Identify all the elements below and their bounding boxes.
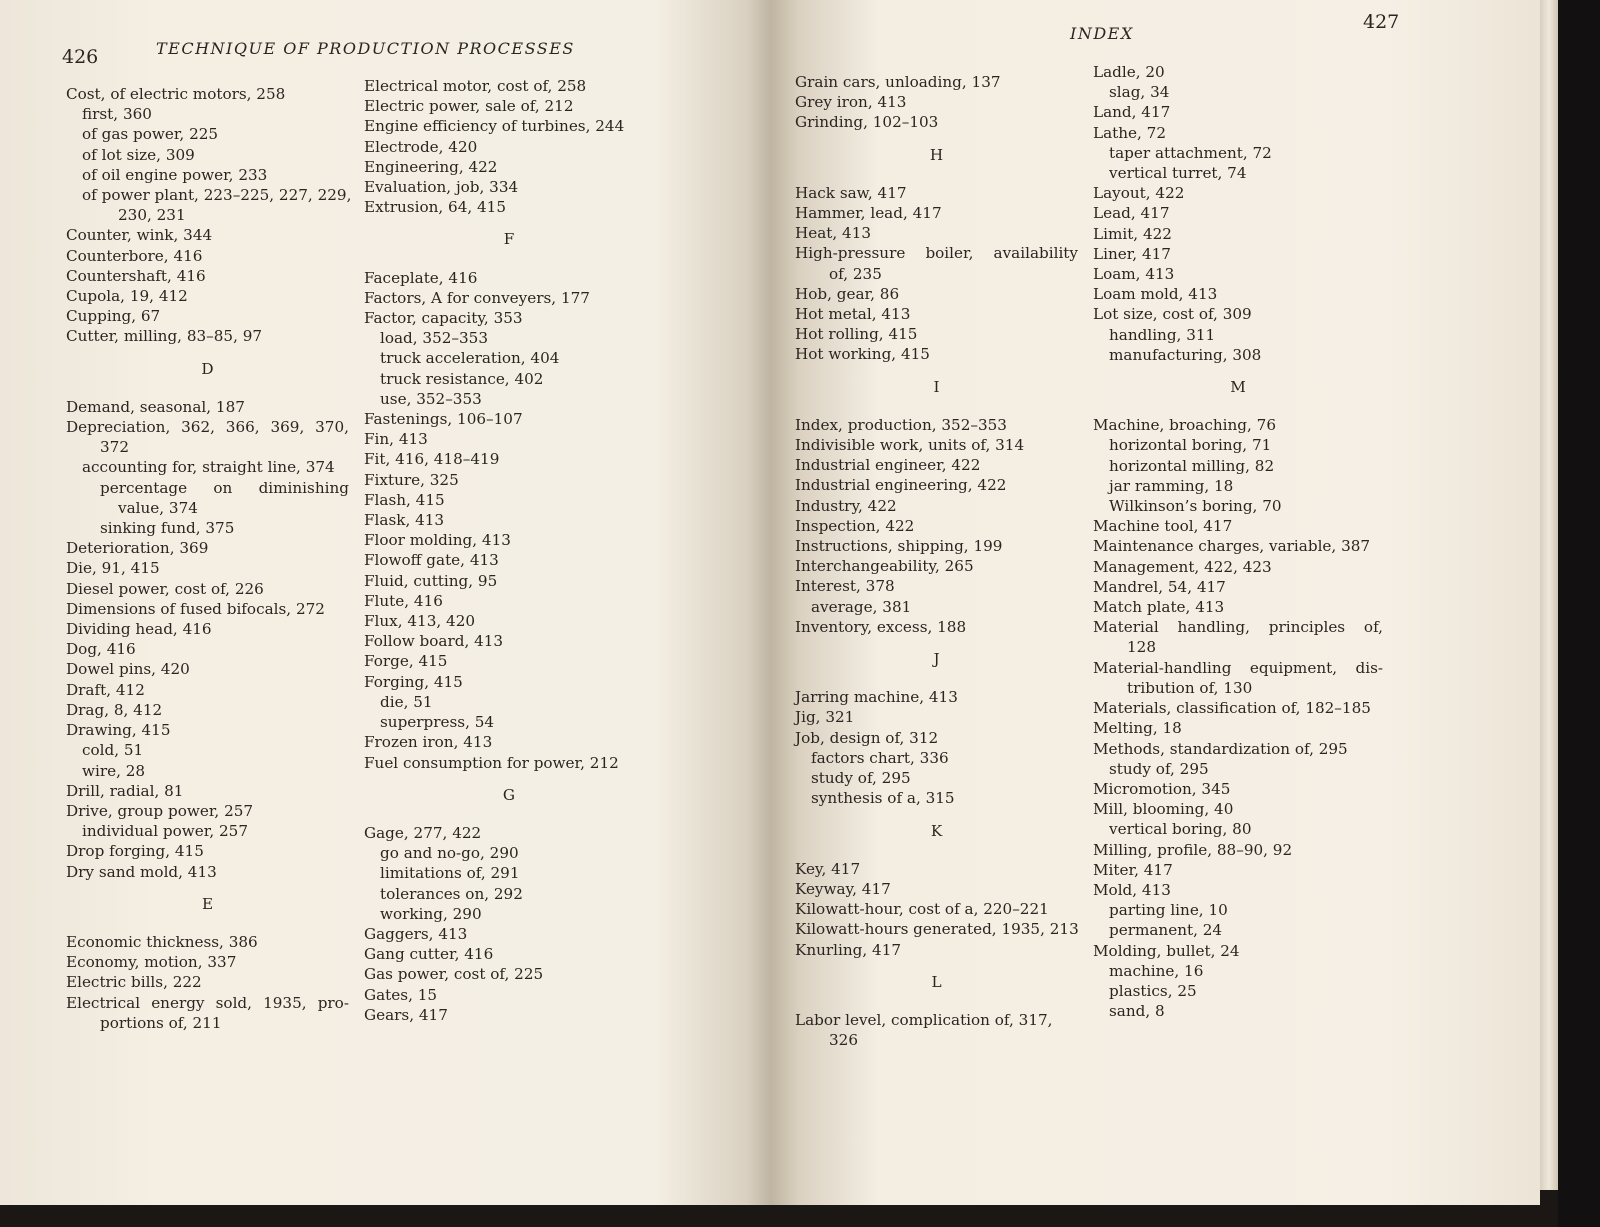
index-entry: Material handling, principles of, [1093, 618, 1383, 637]
index-entry: 326 [829, 1031, 858, 1050]
index-entry: average, 381 [811, 597, 912, 616]
index-entry: of power plant, 223–225, 227, 229, [82, 186, 352, 205]
section-letter: I [933, 377, 940, 396]
section-letter: F [503, 230, 515, 249]
index-column-right-2 [1093, 62, 1383, 1021]
index-entry: superpress, 54 [380, 713, 495, 732]
index-entry: Milling, profile, 88–90, 92 [1093, 840, 1293, 859]
index-entry: sand, 8 [1109, 1002, 1165, 1021]
index-entry: Drive, group power, 257 [66, 801, 254, 820]
index-entry: individual power, 257 [82, 822, 248, 841]
section-letter: L [931, 972, 942, 991]
index-entry: handling, 311 [1109, 325, 1216, 344]
index-entry: truck resistance, 402 [380, 369, 544, 388]
index-entry: Flowoff gate, 413 [364, 551, 499, 570]
index-entry: value, 374 [118, 498, 198, 517]
index-entry: Industrial engineer, 422 [795, 456, 981, 475]
index-entry: Ladle, 20 [1093, 63, 1165, 81]
index-entry: Gates, 15 [364, 985, 438, 1004]
index-entry: Materials, classification of, 182–185 [1093, 699, 1371, 718]
index-entry: Dividing head, 416 [66, 620, 212, 639]
index-entry: Loam, 413 [1093, 265, 1175, 284]
index-entry: Inspection, 422 [795, 516, 915, 535]
running-head-left: TECHNIQUE OF PRODUCTION PROCESSES [156, 39, 575, 58]
index-entry: truck acceleration, 404 [380, 349, 560, 368]
index-column-left-1 [66, 84, 352, 1033]
index-entry: Countershaft, 416 [66, 266, 206, 285]
index-entry: Key, 417 [795, 859, 861, 878]
index-entry: Cupping, 67 [66, 307, 161, 326]
index-entry: Hot working, 415 [795, 345, 930, 364]
index-entry: Frozen iron, 413 [364, 733, 493, 752]
index-entry: Fit, 416, 418–419 [364, 450, 500, 469]
index-entry: Gang cutter, 416 [364, 945, 494, 964]
index-entry: cold, 51 [82, 741, 144, 760]
index-entry: Cutter, milling, 83–85, 97 [66, 327, 263, 346]
index-entry: slag, 34 [1109, 83, 1170, 102]
index-entry: first, 360 [82, 105, 152, 124]
index-entry: Evaluation, job, 334 [364, 178, 519, 197]
index-entry: 230, 231 [118, 206, 186, 225]
index-entry: tribution of, 130 [1127, 678, 1253, 697]
index-entry: Forging, 415 [364, 672, 463, 691]
index-entry: Drawing, 415 [66, 721, 171, 740]
index-entry: horizontal milling, 82 [1109, 456, 1275, 475]
index-entry: Forge, 415 [364, 652, 448, 671]
index-entry: plastics, 25 [1109, 981, 1197, 1000]
index-entry: Mandrel, 54, 417 [1093, 577, 1226, 596]
index-entry: Diesel power, cost of, 226 [66, 579, 264, 598]
index-entry: machine, 16 [1109, 961, 1204, 980]
index-entry: Grey iron, 413 [795, 93, 907, 112]
index-column-right-1 [795, 72, 1078, 1050]
index-entry: High-pressure boiler, availability [795, 244, 1078, 263]
page-number-left: 426 [62, 46, 99, 68]
index-entry: Miter, 417 [1093, 860, 1173, 879]
index-entry: vertical boring, 80 [1109, 820, 1252, 839]
index-entry: Lead, 417 [1093, 204, 1170, 223]
running-head-right: INDEX [1070, 24, 1134, 43]
index-entry: Electric power, sale of, 212 [364, 97, 574, 116]
index-entry: Depreciation, 362, 366, 369, 370, [66, 418, 349, 437]
index-entry: of lot size, 309 [82, 145, 195, 164]
index-entry: Faceplate, 416 [364, 268, 478, 287]
index-entry: permanent, 24 [1109, 921, 1223, 940]
index-entry: Interest, 378 [795, 577, 895, 596]
index-entry: manufacturing, 308 [1109, 345, 1262, 364]
index-entry: of oil engine power, 233 [82, 165, 268, 184]
index-entry: of, 235 [829, 264, 882, 283]
index-entry: Material-handling equipment, dis- [1093, 658, 1383, 677]
index-entry: Deterioration, 369 [66, 539, 209, 558]
index-entry: Industry, 422 [795, 496, 897, 515]
index-entry: Gaggers, 413 [364, 924, 468, 943]
index-entry: go and no-go, 290 [380, 844, 519, 863]
index-entry: load, 352–353 [380, 329, 489, 348]
index-entry: vertical turret, 74 [1109, 164, 1247, 183]
section-letter: J [933, 650, 940, 669]
index-entry: Hot metal, 413 [795, 305, 911, 324]
index-entry: Hack saw, 417 [795, 183, 907, 202]
index-entry: Electric bills, 222 [66, 973, 202, 992]
section-letter: K [930, 821, 943, 840]
index-entry: Mold, 413 [1093, 880, 1171, 899]
section-letter: E [201, 894, 214, 913]
index-entry: Dry sand mold, 413 [66, 862, 217, 881]
index-entry: Fastenings, 106–107 [364, 410, 523, 429]
index-entry: Molding, bullet, 24 [1093, 941, 1240, 960]
index-entry: Drag, 8, 412 [66, 700, 163, 719]
index-entry: use, 352–353 [380, 389, 482, 408]
index-entry: Match plate, 413 [1093, 598, 1225, 617]
index-entry: Fixture, 325 [364, 470, 459, 489]
index-entry: Electrical energy sold, 1935, pro- [66, 993, 349, 1012]
index-entry: Management, 422, 423 [1093, 557, 1272, 576]
index-entry: Machine, broaching, 76 [1093, 416, 1276, 435]
index-entry: Limit, 422 [1093, 224, 1172, 243]
index-entry: sinking fund, 375 [100, 519, 235, 538]
index-entry: Instructions, shipping, 199 [795, 537, 1003, 556]
index-entry: Demand, seasonal, 187 [66, 397, 245, 416]
index-entry: percentage on diminishing [100, 478, 349, 497]
index-entry: Gage, 277, 422 [364, 823, 482, 842]
index-entry: 128 [1127, 638, 1156, 657]
index-entry: Extrusion, 64, 415 [364, 198, 506, 217]
index-entry: parting line, 10 [1109, 901, 1228, 920]
index-entry: Hob, gear, 86 [795, 284, 900, 303]
index-entry: Micromotion, 345 [1093, 779, 1231, 798]
index-entry: limitations of, 291 [380, 864, 520, 883]
index-entry: Economic thickness, 386 [66, 932, 258, 951]
index-entry: Flask, 413 [364, 511, 445, 530]
index-entry: Economy, motion, 337 [66, 953, 237, 972]
index-entry: Fuel consumption for power, 212 [364, 753, 619, 772]
index-entry: Counter, wink, 344 [66, 226, 213, 245]
index-entry: Lot size, cost of, 309 [1093, 305, 1252, 324]
index-entry: Melting, 18 [1093, 719, 1182, 738]
index-entry: Fluid, cutting, 95 [364, 571, 498, 590]
index-entry: Gears, 417 [364, 1005, 448, 1024]
index-entry: Grain cars, unloading, 137 [795, 73, 1001, 91]
index-entry: Floor molding, 413 [364, 531, 511, 550]
left-page [0, 0, 770, 1205]
index-entry: Wilkinson’s boring, 70 [1109, 497, 1282, 516]
index-entry: Kilowatt-hours generated, 1935, 213 [795, 920, 1079, 939]
index-entry: Dowel pins, 420 [66, 660, 190, 679]
index-entry: Flash, 415 [364, 490, 445, 509]
index-entry: Cupola, 19, 412 [66, 287, 188, 306]
index-entry: Kilowatt-hour, cost of a, 220–221 [795, 900, 1049, 919]
index-entry: Engine efficiency of turbines, 244 [364, 117, 625, 136]
book-page-edges [1540, 0, 1558, 1190]
index-entry: Factor, capacity, 353 [364, 309, 523, 328]
index-entry: Hammer, lead, 417 [795, 204, 942, 223]
index-entry: Interchangeability, 265 [795, 557, 974, 576]
index-entry: die, 51 [380, 692, 433, 711]
index-entry: Indivisible work, units of, 314 [795, 436, 1025, 455]
index-entry: Electrical motor, cost of, 258 [364, 77, 587, 95]
section-letter: M [1230, 378, 1246, 397]
scan-background [1558, 0, 1600, 1227]
index-column-left-2 [364, 76, 654, 1025]
index-entry: of gas power, 225 [82, 125, 219, 144]
index-entry: Knurling, 417 [795, 940, 902, 959]
index-entry: working, 290 [380, 904, 482, 923]
index-entry: Loam mold, 413 [1093, 285, 1218, 304]
index-entry: Jig, 321 [795, 708, 855, 727]
index-entry: Dimensions of fused bifocals, 272 [66, 599, 325, 618]
index-entry: Machine tool, 417 [1093, 517, 1233, 536]
index-entry: Electrode, 420 [364, 137, 478, 156]
index-entry: Draft, 412 [66, 680, 145, 699]
section-letter: D [201, 359, 214, 378]
index-entry: Counterbore, 416 [66, 246, 203, 265]
index-entry: Keyway, 417 [795, 879, 891, 898]
index-entry: Fin, 413 [364, 430, 428, 449]
index-entry: Drop forging, 415 [66, 842, 204, 861]
index-entry: tolerances on, 292 [380, 884, 523, 903]
index-entry: Maintenance charges, variable, 387 [1093, 537, 1371, 556]
index-entry: Engineering, 422 [364, 157, 498, 176]
section-letter: G [502, 785, 516, 804]
index-entry: Grinding, 102–103 [795, 113, 939, 132]
index-entry: Mill, blooming, 40 [1093, 800, 1234, 819]
index-entry: 372 [100, 438, 129, 457]
index-entry: wire, 28 [82, 761, 146, 780]
index-entry: Die, 91, 415 [66, 559, 160, 578]
index-entry: Factors, A for conveyers, 177 [364, 288, 590, 307]
index-entry: synthesis of a, 315 [811, 789, 955, 808]
index-entry: Lathe, 72 [1093, 123, 1166, 142]
index-entry: Land, 417 [1093, 103, 1171, 122]
index-entry: Hot rolling, 415 [795, 325, 918, 344]
index-entry: horizontal boring, 71 [1109, 436, 1272, 455]
index-entry: Drill, radial, 81 [66, 781, 184, 800]
section-letter: H [929, 145, 944, 164]
index-entry: Flute, 416 [364, 591, 443, 610]
page-number-right: 427 [1363, 11, 1400, 33]
index-entry: Methods, standardization of, 295 [1093, 739, 1348, 758]
index-entry: study of, 295 [1109, 759, 1209, 778]
right-page [770, 0, 1540, 1205]
index-entry: Follow board, 413 [364, 632, 504, 651]
index-entry: accounting for, straight line, 374 [82, 458, 335, 477]
index-entry: portions of, 211 [100, 1013, 222, 1032]
index-entry: Gas power, cost of, 225 [364, 965, 544, 984]
index-entry: Industrial engineering, 422 [795, 476, 1007, 495]
index-entry: factors chart, 336 [811, 748, 949, 767]
index-entry: Dog, 416 [66, 640, 136, 659]
index-entry: Layout, 422 [1093, 184, 1185, 203]
index-entry: jar ramming, 18 [1109, 476, 1234, 495]
index-entry: Labor level, complication of, 317, [795, 1010, 1053, 1029]
index-entry: Liner, 417 [1093, 244, 1171, 263]
index-entry: taper attachment, 72 [1109, 143, 1272, 162]
index-entry: Job, design of, 312 [795, 728, 939, 747]
index-entry: Heat, 413 [795, 224, 872, 243]
index-entry: Inventory, excess, 188 [795, 617, 967, 636]
index-entry: Index, production, 352–353 [795, 415, 1007, 434]
index-entry: Flux, 413, 420 [364, 612, 476, 631]
index-entry: Jarring machine, 413 [795, 688, 958, 707]
index-entry: study of, 295 [811, 769, 911, 788]
index-entry: Cost, of electric motors, 258 [66, 85, 286, 103]
